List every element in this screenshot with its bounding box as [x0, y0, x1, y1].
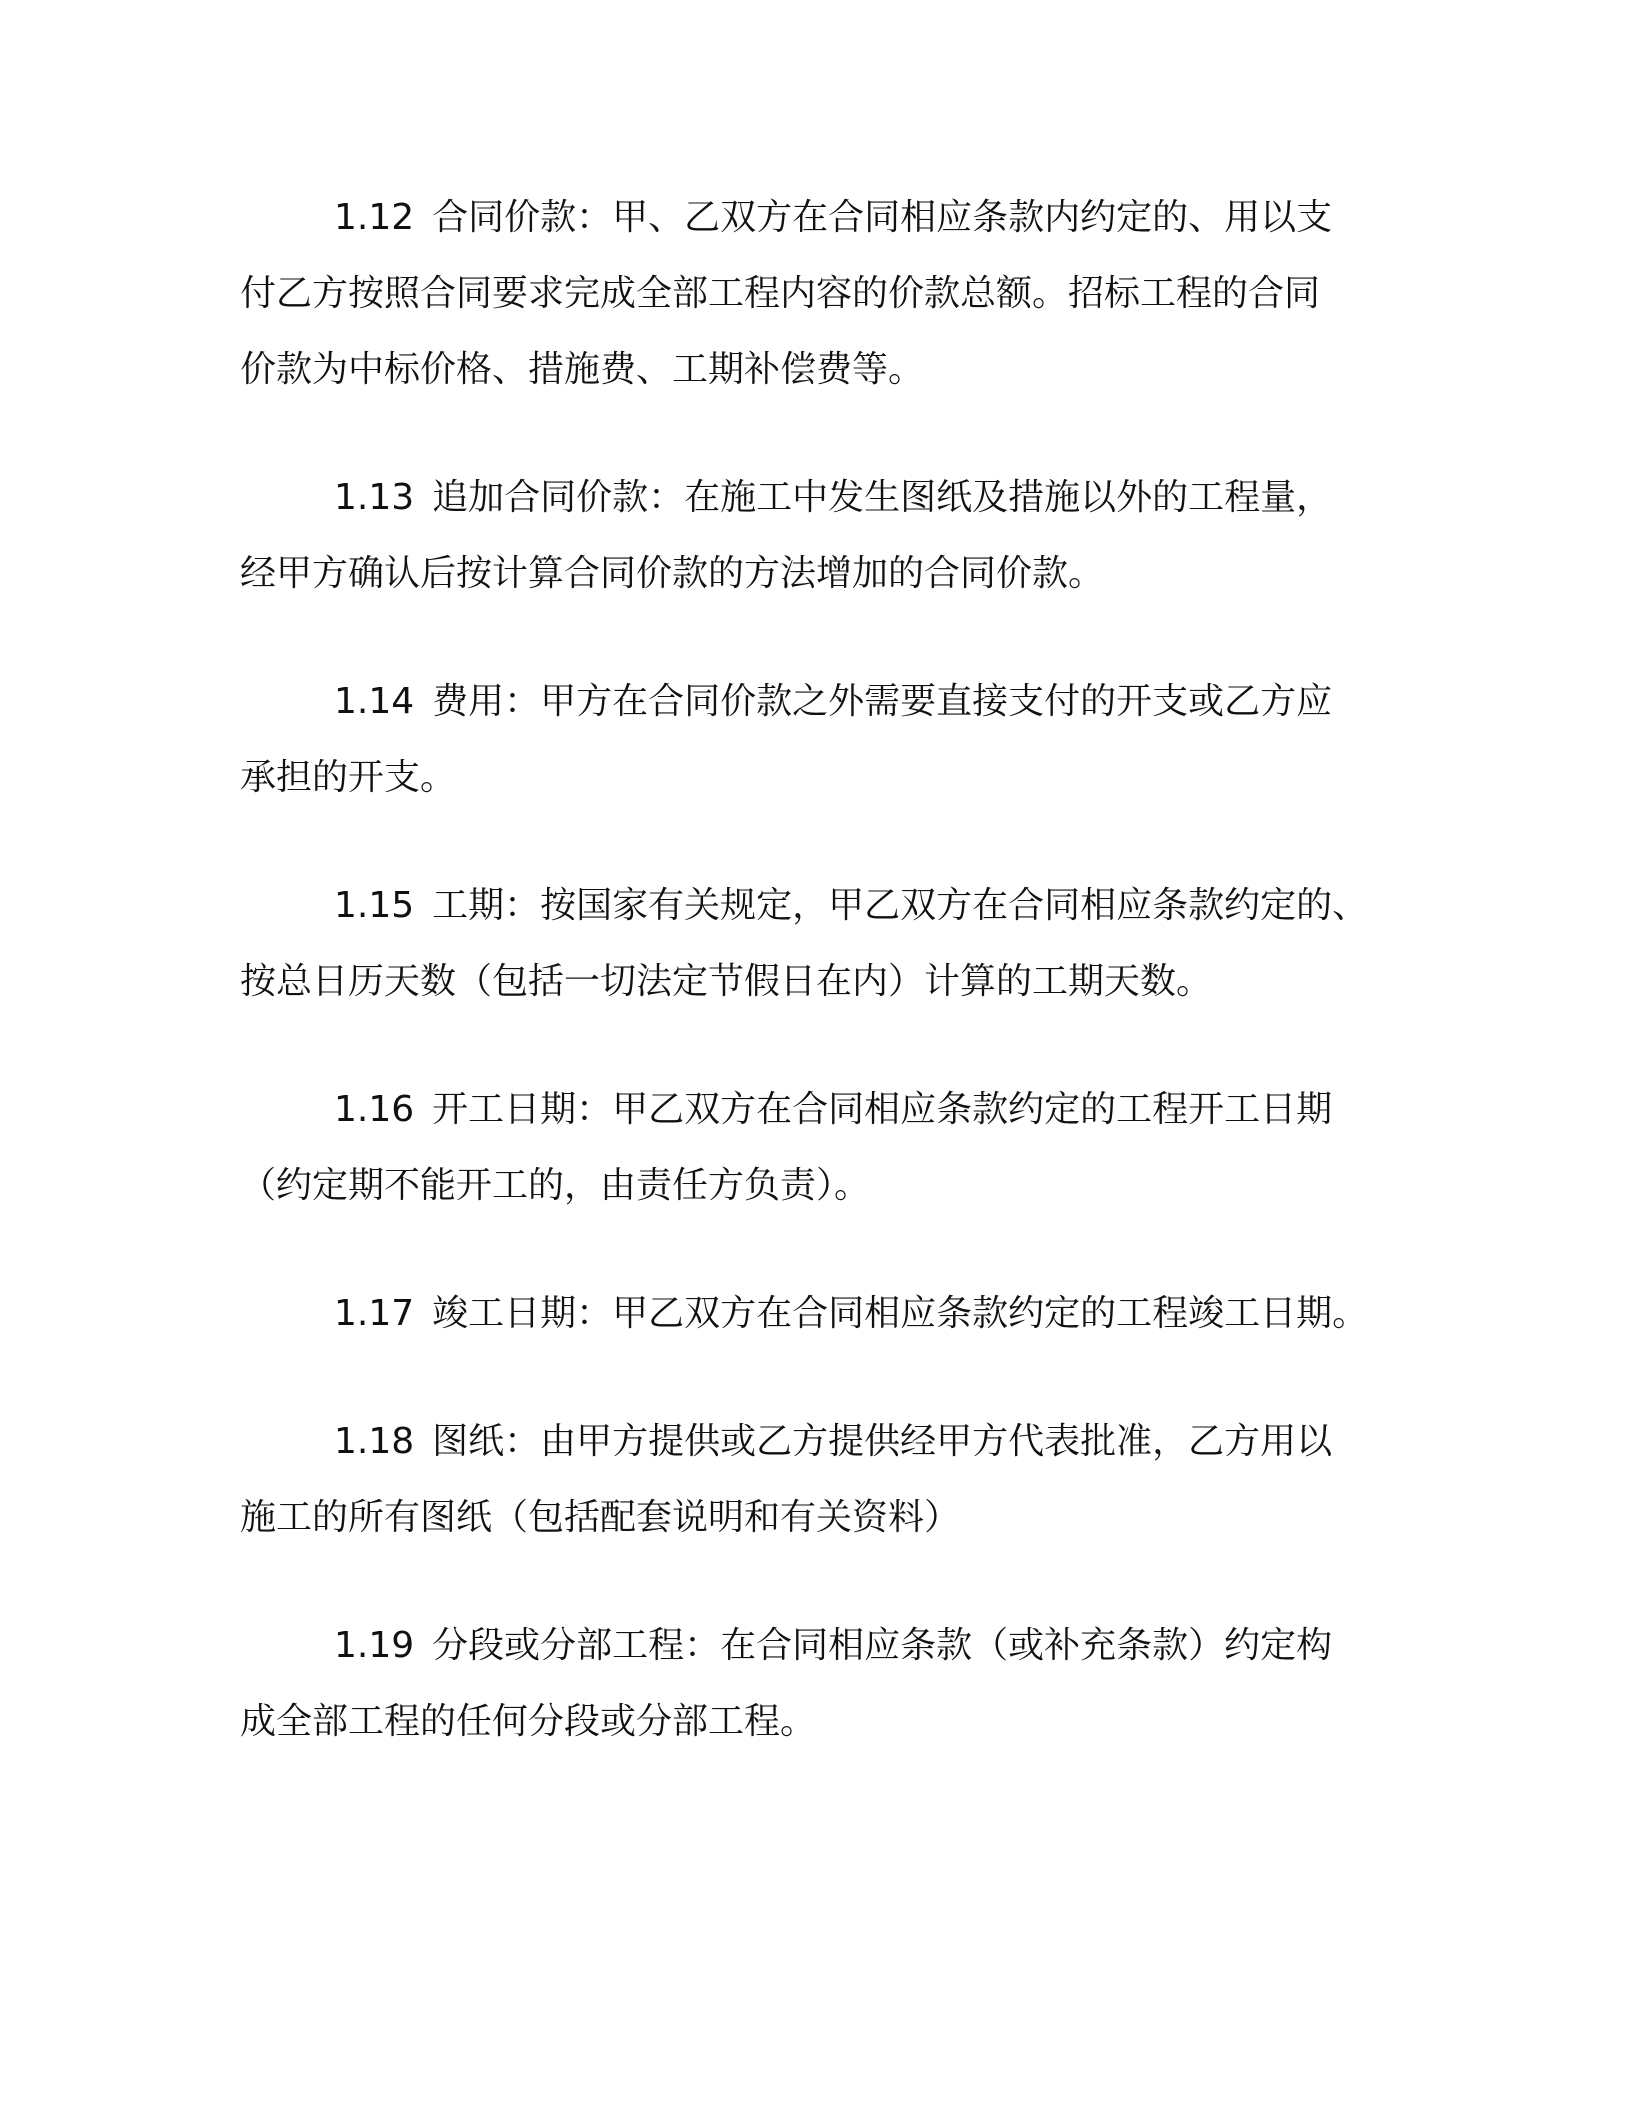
clause-text-line: 分段或分部工程：在合同相应条款（或补充条款）约定构: [432, 1625, 1333, 1666]
clause-number: 1.12: [334, 197, 415, 238]
clause-1-15: [240, 868, 1380, 1020]
clause-text-line: （约定期不能开工的，由责任方负责）。: [240, 1165, 871, 1206]
clause-text-line: 施工的所有图纸（包括配套说明和有关资料）: [240, 1497, 961, 1538]
clause-number: 1.19: [334, 1625, 415, 1666]
clause-1-17: [240, 1276, 1380, 1352]
clause-text-line: 付乙方按照合同要求完成全部工程内容的价款总额。招标工程的合同: [240, 273, 1321, 314]
clause-1-18: [240, 1404, 1380, 1556]
clause-text-line: 合同价款：甲、乙双方在合同相应条款内约定的、用以支: [432, 197, 1333, 238]
clause-text-line: 开工日期：甲乙双方在合同相应条款约定的工程开工日期: [432, 1089, 1333, 1130]
clause-text-line: 竣工日期：甲乙双方在合同相应条款约定的工程竣工日期。: [432, 1293, 1369, 1334]
clause-number: 1.13: [334, 477, 415, 518]
clause-text-line: 价款为中标价格、措施费、工期补偿费等。: [240, 349, 925, 390]
clause-number: 1.18: [334, 1421, 415, 1462]
clause-text-line: 经甲方确认后按计算合同价款的方法增加的合同价款。: [240, 553, 1105, 594]
clause-text-line: 按总日历天数（包括一切法定节假日在内）计算的工期天数。: [240, 961, 1213, 1002]
clause-1-12: [240, 180, 1380, 408]
clause-number: 1.14: [334, 681, 415, 722]
clause-text-line: 追加合同价款：在施工中发生图纸及措施以外的工程量，: [432, 477, 1333, 518]
clause-number: 1.15: [334, 885, 415, 926]
clause-1-13: [240, 460, 1380, 612]
clause-1-19: [240, 1608, 1380, 1760]
clause-number: 1.16: [334, 1089, 415, 1130]
clause-1-16: [240, 1072, 1380, 1224]
clause-text-line: 成全部工程的任何分段或分部工程。: [240, 1701, 817, 1742]
document-page: [240, 180, 1380, 1812]
clause-text-line: 图纸：由甲方提供或乙方提供经甲方代表批准，乙方用以: [432, 1421, 1333, 1462]
clause-number: 1.17: [334, 1293, 415, 1334]
clause-text-line: 费用：甲方在合同价款之外需要直接支付的开支或乙方应: [432, 681, 1333, 722]
clause-1-14: [240, 664, 1380, 816]
clause-text-line: 工期：按国家有关规定，甲乙双方在合同相应条款约定的、: [432, 885, 1369, 926]
clause-text-line: 承担的开支。: [240, 757, 457, 798]
